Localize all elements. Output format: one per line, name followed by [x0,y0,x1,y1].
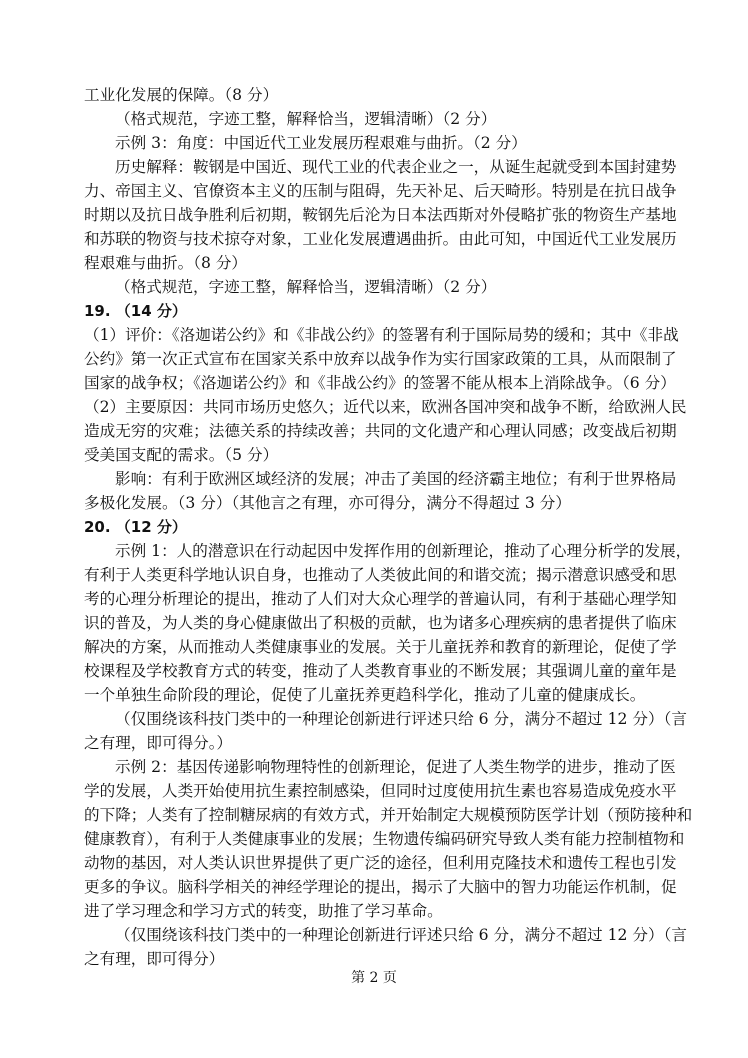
text-line: 程艰难与曲折。（8 分） [84,254,248,272]
text-line: 示例 2：基因传递影响物理特性的创新理论，促进了人类生物学的进步，推动了医 [115,758,676,776]
text-line: 一个单独生命阶段的理论，促使了儿童抚养更趋科学化，推动了儿童的健康成长。 [84,686,646,704]
text-line: 健康教育），有利于人类健康事业的发展；生物遗传编码研究导致人类有能力控制植物和 [84,830,685,848]
text-line: 影响：有利于欧洲区域经济的发展；冲击了美国的经济霸主地位；有利于世界格局 [115,470,677,488]
text-line: 之有理，即可得分） [84,950,225,968]
text-line: 校课程及学校教育方式的转变，推动了人类教育事业的不断发展；其强调儿童的童年是 [84,662,677,680]
text-line: （格式规范，字迹工整，解释恰当，逻辑清晰）（2 分） [115,278,497,296]
text-line: 历史解释：鞍钢是中国近、现代工业的代表企业之一，从诞生起就受到本国封建势 [115,158,677,176]
text-line: 学的发展，人类开始使用抗生素控制感染，但同时过度使用抗生素也容易造成免疫水平 [84,782,677,800]
question-heading: 19. （14 分） [84,302,187,320]
text-line: 公约》第一次正式宣布在国家关系中放弃以战争作为实行国家政策的工具，从而限制了 [84,350,677,368]
text-line: 国家的战争权；《洛迦诺公约》和《非战公约》的签署不能从根本上消除战争。（6 分） [84,374,676,392]
text-line: （仅围绕该科技门类中的一种理论创新进行评述只给 6 分，满分不超过 12 分）（言 [115,710,687,728]
page-number: 第 2 页 [351,970,397,986]
text-line: 时期以及抗日战争胜利后初期，鞍钢先后沦为日本法西斯对外侵略扩张的物资生产基地 [84,206,677,224]
text-line: 进了学习理念和学习方式的转变，助推了学习革命。 [84,902,443,920]
text-line: 更多的争议。脑科学相关的神经学理论的提出，揭示了大脑中的智力功能运作机制，促 [84,878,677,896]
text-line: 工业化发展的保障。（8 分） [84,86,279,104]
text-line: （2）主要原因：共同市场历史悠久；近代以来，欧洲各国冲突和战争不断，给欧洲人民 [84,398,687,416]
text-line: 造成无穷的灾难；法德关系的持续改善；共同的文化遗产和心理认同感；改变战后初期 [84,422,677,440]
text-line: 受美国支配的需求。（5 分） [84,446,279,464]
question-heading: 20. （12 分） [84,518,187,536]
text-line: （格式规范，字迹工整，解释恰当，逻辑清晰）（2 分） [115,110,497,128]
text-line: （仅围绕该科技门类中的一种理论创新进行评述只给 6 分，满分不超过 12 分）（言 [115,926,687,944]
text-line: 和苏联的物资与技术掠夺对象，工业化发展遭遇曲折。由此可知，中国近代工业发展历 [84,230,677,248]
text-line: 示例 3：角度：中国近代工业发展历程艰难与曲折。（2 分） [115,134,527,152]
text-line: 考的心理分析理论的提出，推动了人们对大众心理学的普遍认同，有利于基础心理学知 [84,590,677,608]
answer-text [84,83,693,971]
text-line: 力、帝国主义、官僚资本主义的压制与阻碍，先天补足、后天畸形。特别是在抗日战争 [84,182,677,200]
text-line: 多极化发展。（3 分）（其他言之有理，亦可得分，满分不得超过 3 分） [84,494,571,512]
text-line: 之有理，即可得分。） [84,734,233,752]
text-line: 示例 1：人的潜意识在行动起因中发挥作用的创新理论，推动了心理分析学的发展， [115,542,692,560]
text-line: 解决的方案，从而推动人类健康事业的发展。关于儿童抚养和教育的新理论，促使了学 [84,638,677,656]
text-line: （1）评价：《洛迦诺公约》和《非战公约》的签署有利于国际局势的缓和；其中《非战 [84,326,679,344]
text-line: 的下降；人类有了控制糖尿病的有效方式，并开始制定大规模预防医学计划（预防接种和 [84,806,693,824]
text-line: 识的普及，为人类的身心健康做出了积极的贡献，也为诸多心理疾病的患者提供了临床 [84,614,677,632]
text-line: 动物的基因，对人类认识世界提供了更广泛的途径，但利用克隆技术和遗传工程也引发 [84,854,677,872]
text-line: 有利于人类更科学地认识自身，也推动了人类彼此间的和谐交流；揭示潜意识感受和思 [84,566,677,584]
